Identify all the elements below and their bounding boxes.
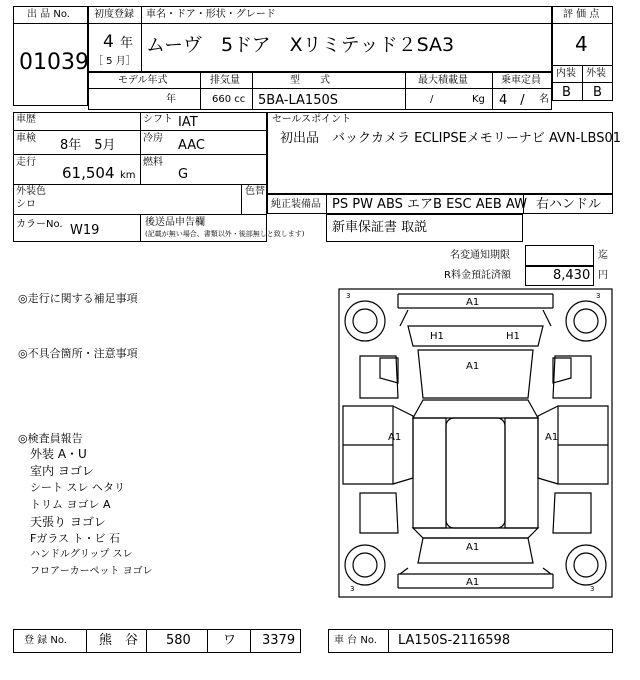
- defect-notes-heading: ◎不具合箇所・注意事項: [18, 347, 138, 360]
- inspector-item: Fガラス ト・ビ 石: [30, 532, 120, 545]
- car-name: ムーヴ 5ドア Xリミテッド２SA3: [146, 34, 455, 56]
- inspector-report-list: [30, 448, 153, 584]
- sales-point-label: セールスポイント: [272, 114, 352, 125]
- wheel-front-right: [566, 301, 606, 341]
- corner-label-front-left: 3: [346, 292, 351, 300]
- fuel-label: 燃料: [143, 157, 163, 168]
- windshield: [413, 400, 538, 418]
- damage-mark-rear-hatch: A1: [466, 542, 480, 553]
- driving-notes-heading: ◎走行に関する補足事項: [18, 292, 138, 305]
- first-registration-label: 初度登録: [94, 9, 134, 20]
- registration-label: 登 録 No.: [24, 635, 67, 646]
- post-sale-label: 後送品申告欄: [145, 217, 205, 228]
- capacity-label: 乗車定員: [501, 75, 541, 86]
- color-no-label: カラーNo.: [16, 219, 63, 230]
- inspector-item: フロアーカーペット ヨゴレ: [30, 566, 153, 577]
- inspector-item: 室内 ヨゴレ: [30, 464, 94, 478]
- model-year-label: モデル年式: [118, 75, 168, 86]
- displacement: 660 cc: [212, 94, 246, 105]
- ac-label: 冷房: [143, 133, 163, 144]
- equipment-label: 純正装備品: [271, 199, 321, 210]
- inspector-item: トリム ヨゴレ A: [30, 498, 111, 511]
- corner-label-rear-left: 3: [350, 585, 355, 593]
- wheel-front-left: [345, 301, 385, 341]
- registration-class: 580: [166, 633, 191, 648]
- ac: AAC: [178, 138, 205, 153]
- type-label: 型 式: [290, 75, 330, 86]
- fuel: G: [178, 167, 189, 182]
- overall-score: 4: [575, 32, 588, 56]
- damage-mark-headlight-left: H1: [430, 331, 444, 342]
- lot-number: 01039: [19, 50, 89, 75]
- mileage-label: 走行: [16, 157, 36, 168]
- capacity-unit: 名: [539, 94, 549, 105]
- registration-kana: ワ: [223, 633, 237, 648]
- interior-grade: B: [562, 85, 571, 100]
- interior-label: 内装: [556, 68, 576, 79]
- warranty-docs: 新車保証書 取説: [332, 220, 428, 235]
- color-no: W19: [70, 223, 100, 238]
- shift: IAT: [178, 115, 198, 130]
- car-damage-diagram: [338, 288, 613, 598]
- damage-mark-rear-bumper: A1: [466, 577, 480, 588]
- damage-mark-left-side: A1: [388, 432, 402, 443]
- chassis-label: 車 台 No.: [334, 635, 377, 646]
- inspector-item: 外装 A・U: [30, 447, 87, 461]
- lot-number-label: 出 品 No.: [27, 9, 70, 20]
- equipment: PS PW ABS エアB ESC AEB AW: [332, 197, 527, 212]
- mileage-unit: km: [120, 170, 136, 181]
- registration-area: 熊 谷: [99, 633, 139, 648]
- first-registration-year: 4: [103, 32, 114, 52]
- wheel-rear-left: [345, 545, 385, 585]
- recycle-value: 8,430: [553, 268, 591, 283]
- displacement-label: 排気量: [210, 75, 240, 86]
- inspection-label: 車検: [16, 133, 36, 144]
- inspector-item: シート スレ ヘタリ: [30, 481, 125, 494]
- name-change-unit: 迄: [598, 250, 608, 261]
- steering-side: 右ハンドル: [536, 197, 602, 212]
- max-load-label: 最大積載量: [418, 75, 468, 86]
- damage-mark-hood: A1: [466, 361, 480, 372]
- name-change-value: [525, 245, 594, 266]
- sales-point-text: 初出品 バックカメラ ECLIPSEメモリーナビ AVN-LBS01: [280, 131, 622, 146]
- mileage: 61,504: [62, 164, 115, 182]
- car-description-label: 車名・ドア・形状・グレード: [146, 9, 276, 20]
- headlight-row: [408, 326, 543, 346]
- inspector-item: ハンドルグリップ スレ: [30, 549, 133, 560]
- inspector-report-heading: ◎検査員報告: [18, 432, 83, 445]
- exterior-color-label: 外装色: [16, 186, 46, 197]
- damage-mark-front-bumper: A1: [466, 297, 480, 308]
- load-slash: /: [430, 94, 434, 105]
- model-year-unit: 年: [166, 94, 176, 105]
- score-label: 評 価 点: [563, 9, 600, 20]
- history-label: 車歴: [16, 114, 36, 125]
- year-unit: 年: [120, 36, 134, 51]
- capacity: 4 /: [499, 93, 525, 108]
- recycle-label: R料金預託済額: [444, 270, 511, 281]
- registration-number: 3379: [262, 633, 296, 648]
- load-unit: Kg: [472, 94, 485, 105]
- damage-mark-right-side: A1: [545, 432, 559, 443]
- corner-label-rear-right: 3: [590, 585, 595, 593]
- exterior-color: シロ: [16, 199, 36, 210]
- exterior-label: 外装: [586, 68, 606, 79]
- corner-label-front-right: 3: [596, 292, 601, 300]
- recycle-unit: 円: [598, 270, 608, 281]
- inspection-date: 8年 5月: [60, 138, 116, 153]
- color-change-label: 色替: [245, 186, 265, 197]
- wheel-rear-right: [566, 545, 606, 585]
- roof: [446, 418, 505, 528]
- model-type: 5BA-LA150S: [258, 93, 338, 108]
- chassis-number: LA150S-2116598: [398, 633, 511, 648]
- hood: [418, 350, 533, 398]
- first-registration-month: ［ 5 月］: [93, 56, 136, 67]
- shift-label: シフト: [143, 114, 173, 125]
- name-change-label: 名変通知期限: [450, 250, 510, 261]
- damage-mark-headlight-right: H1: [506, 331, 520, 342]
- inspector-item: 天張り ヨゴレ: [30, 515, 106, 529]
- post-sale-note: (記載が無い場合、書類以外・後部無しと致します): [145, 230, 305, 238]
- exterior-grade: B: [593, 85, 602, 100]
